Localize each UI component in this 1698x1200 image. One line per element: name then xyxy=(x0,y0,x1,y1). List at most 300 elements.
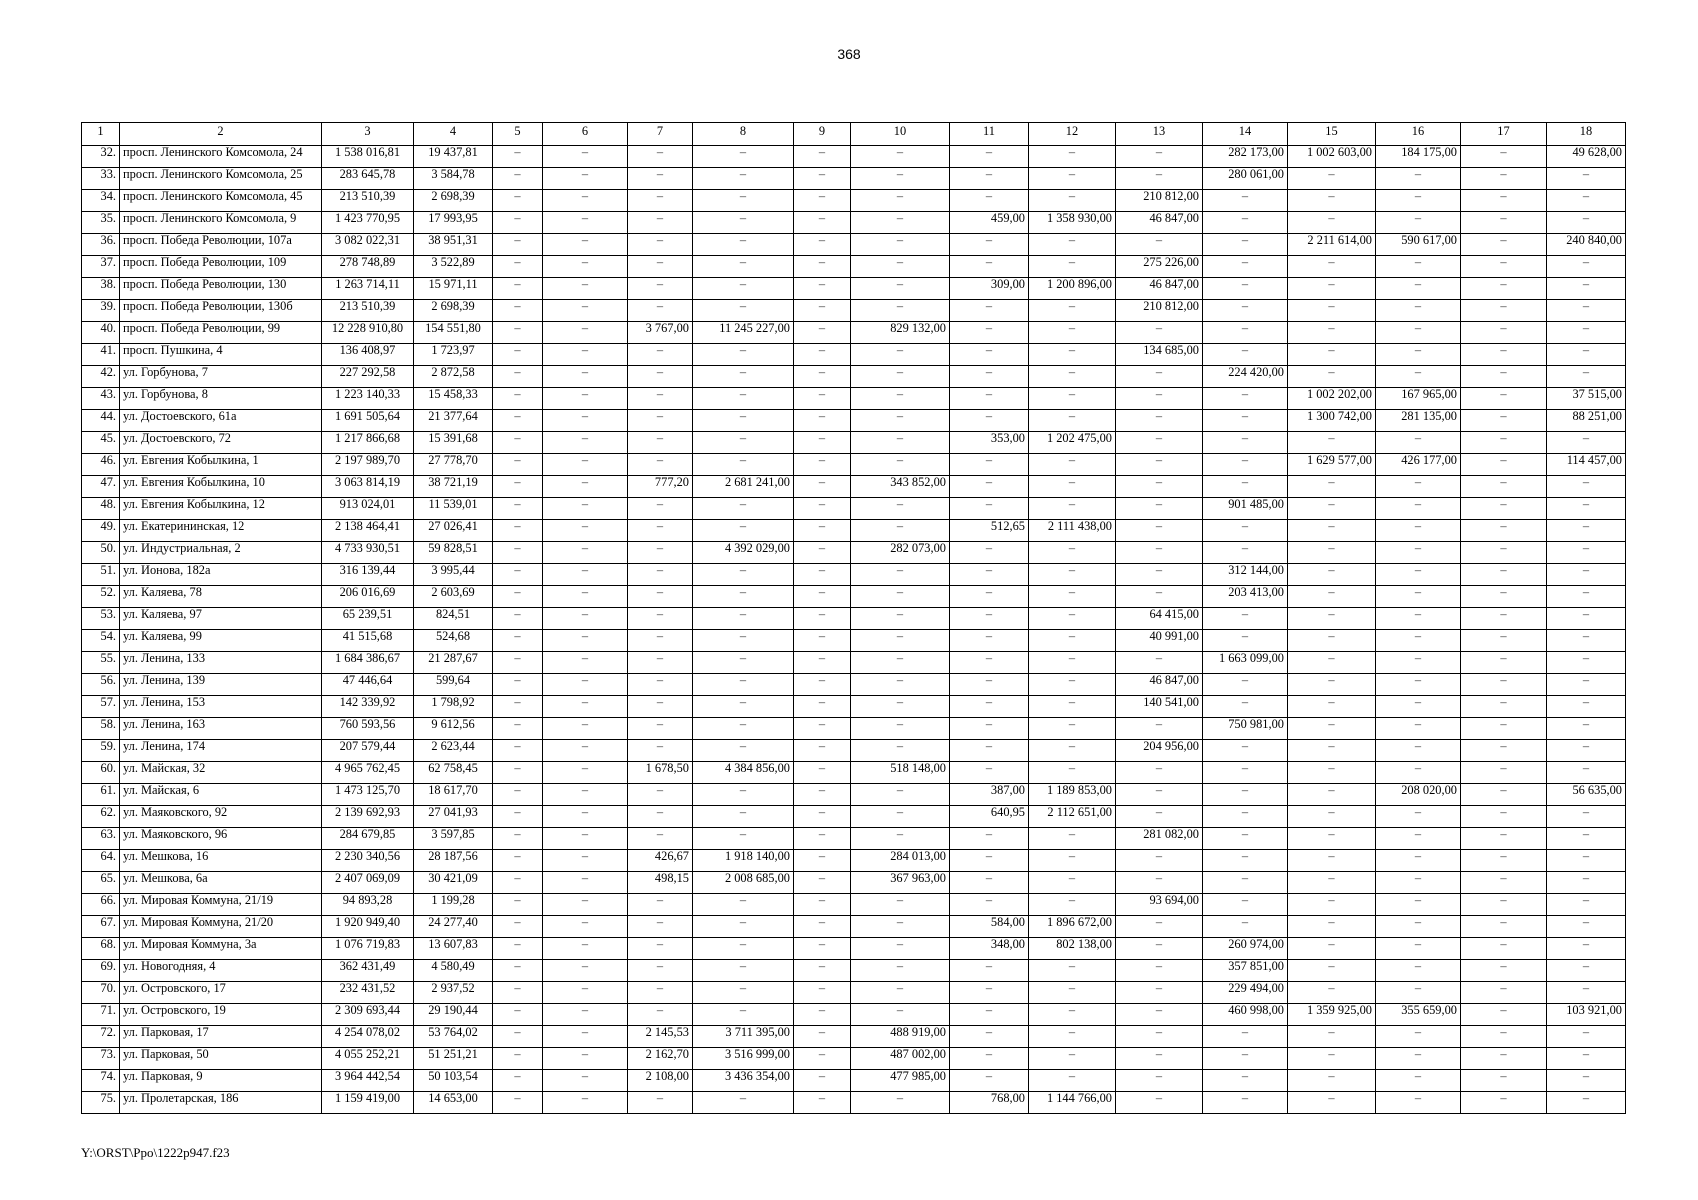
table-row xyxy=(82,564,1626,586)
empty-cell: – xyxy=(1547,762,1626,784)
empty-cell: – xyxy=(794,982,851,1004)
value-cell: 17 993,95 xyxy=(414,212,493,234)
empty-cell: – xyxy=(1116,234,1203,256)
empty-cell: – xyxy=(1203,674,1288,696)
value-cell: 11 539,01 xyxy=(414,498,493,520)
row-number-cell: 70. xyxy=(82,982,120,1004)
value-cell: 3 964 442,54 xyxy=(322,1070,414,1092)
empty-cell: – xyxy=(628,168,693,190)
empty-cell: – xyxy=(851,212,950,234)
empty-cell: – xyxy=(1376,1070,1461,1092)
empty-cell: – xyxy=(794,432,851,454)
value-cell: 1 423 770,95 xyxy=(322,212,414,234)
empty-cell: – xyxy=(693,410,794,432)
value-cell: 1 691 505,64 xyxy=(322,410,414,432)
value-cell: 3 082 022,31 xyxy=(322,234,414,256)
empty-cell: – xyxy=(1029,652,1116,674)
empty-cell: – xyxy=(1547,278,1626,300)
empty-cell: – xyxy=(1116,410,1203,432)
column-header: 15 xyxy=(1288,123,1376,146)
value-cell: 829 132,00 xyxy=(851,322,950,344)
empty-cell: – xyxy=(1029,586,1116,608)
empty-cell: – xyxy=(1203,300,1288,322)
value-cell: 224 420,00 xyxy=(1203,366,1288,388)
empty-cell: – xyxy=(950,850,1029,872)
empty-cell: – xyxy=(628,344,693,366)
empty-cell: – xyxy=(1461,828,1547,850)
empty-cell: – xyxy=(1547,586,1626,608)
empty-cell: – xyxy=(794,718,851,740)
empty-cell: – xyxy=(543,322,628,344)
address-cell: просп. Победа Революции, 107а xyxy=(120,234,322,256)
value-cell: 49 628,00 xyxy=(1547,146,1626,168)
empty-cell: – xyxy=(1116,366,1203,388)
column-header: 13 xyxy=(1116,123,1203,146)
value-cell: 38 951,31 xyxy=(414,234,493,256)
empty-cell: – xyxy=(1376,982,1461,1004)
empty-cell: – xyxy=(693,520,794,542)
empty-cell: – xyxy=(1547,916,1626,938)
value-cell: 275 226,00 xyxy=(1116,256,1203,278)
empty-cell: – xyxy=(1376,432,1461,454)
address-cell: ул. Каляева, 99 xyxy=(120,630,322,652)
row-number-cell: 38. xyxy=(82,278,120,300)
empty-cell: – xyxy=(950,674,1029,696)
empty-cell: – xyxy=(1376,476,1461,498)
value-cell: 227 292,58 xyxy=(322,366,414,388)
value-cell: 353,00 xyxy=(950,432,1029,454)
empty-cell: – xyxy=(543,498,628,520)
value-cell: 640,95 xyxy=(950,806,1029,828)
address-cell: ул. Парковая, 9 xyxy=(120,1070,322,1092)
empty-cell: – xyxy=(543,806,628,828)
empty-cell: – xyxy=(1376,806,1461,828)
address-cell: ул. Парковая, 50 xyxy=(120,1048,322,1070)
value-cell: 206 016,69 xyxy=(322,586,414,608)
empty-cell: – xyxy=(794,212,851,234)
value-cell: 134 685,00 xyxy=(1116,344,1203,366)
empty-cell: – xyxy=(1029,1004,1116,1026)
column-header: 6 xyxy=(543,123,628,146)
value-cell: 2 197 989,70 xyxy=(322,454,414,476)
empty-cell: – xyxy=(1029,454,1116,476)
row-number-cell: 40. xyxy=(82,322,120,344)
empty-cell: – xyxy=(1116,520,1203,542)
empty-cell: – xyxy=(1376,322,1461,344)
table-row xyxy=(82,542,1626,564)
empty-cell: – xyxy=(628,586,693,608)
address-cell: ул. Майская, 32 xyxy=(120,762,322,784)
address-cell: ул. Евгения Кобылкина, 12 xyxy=(120,498,322,520)
empty-cell: – xyxy=(693,960,794,982)
empty-cell: – xyxy=(693,388,794,410)
empty-cell: – xyxy=(794,652,851,674)
value-cell: 2 698,39 xyxy=(414,300,493,322)
empty-cell: – xyxy=(1547,1092,1626,1114)
empty-cell: – xyxy=(543,1092,628,1114)
value-cell: 4 392 029,00 xyxy=(693,542,794,564)
empty-cell: – xyxy=(1116,564,1203,586)
empty-cell: – xyxy=(794,1026,851,1048)
empty-cell: – xyxy=(1288,212,1376,234)
table-row xyxy=(82,894,1626,916)
value-cell: 282 173,00 xyxy=(1203,146,1288,168)
empty-cell: – xyxy=(493,586,543,608)
empty-cell: – xyxy=(1029,322,1116,344)
empty-cell: – xyxy=(1116,1070,1203,1092)
row-number-cell: 59. xyxy=(82,740,120,762)
address-cell: просп. Ленинского Комсомола, 25 xyxy=(120,168,322,190)
empty-cell: – xyxy=(1116,916,1203,938)
empty-cell: – xyxy=(1203,344,1288,366)
row-number-cell: 55. xyxy=(82,652,120,674)
empty-cell: – xyxy=(1116,872,1203,894)
empty-cell: – xyxy=(543,894,628,916)
address-cell: ул. Пролетарская, 186 xyxy=(120,1092,322,1114)
table-row xyxy=(82,454,1626,476)
empty-cell: – xyxy=(1116,850,1203,872)
empty-cell: – xyxy=(1288,674,1376,696)
address-cell: ул. Достоевского, 61а xyxy=(120,410,322,432)
value-cell: 229 494,00 xyxy=(1203,982,1288,1004)
empty-cell: – xyxy=(628,234,693,256)
empty-cell: – xyxy=(1029,146,1116,168)
empty-cell: – xyxy=(628,410,693,432)
value-cell: 1 223 140,33 xyxy=(322,388,414,410)
empty-cell: – xyxy=(1461,894,1547,916)
empty-cell: – xyxy=(693,344,794,366)
empty-cell: – xyxy=(1288,300,1376,322)
value-cell: 38 721,19 xyxy=(414,476,493,498)
empty-cell: – xyxy=(1029,828,1116,850)
empty-cell: – xyxy=(1116,454,1203,476)
empty-cell: – xyxy=(1461,872,1547,894)
empty-cell: – xyxy=(1288,784,1376,806)
column-header: 4 xyxy=(414,123,493,146)
address-cell: ул. Мешкова, 16 xyxy=(120,850,322,872)
address-cell: ул. Горбунова, 8 xyxy=(120,388,322,410)
empty-cell: – xyxy=(950,322,1029,344)
empty-cell: – xyxy=(493,168,543,190)
empty-cell: – xyxy=(628,740,693,762)
value-cell: 498,15 xyxy=(628,872,693,894)
empty-cell: – xyxy=(1288,608,1376,630)
empty-cell: – xyxy=(950,960,1029,982)
column-header: 5 xyxy=(493,123,543,146)
empty-cell: – xyxy=(1203,894,1288,916)
empty-cell: – xyxy=(851,432,950,454)
empty-cell: – xyxy=(628,960,693,982)
empty-cell: – xyxy=(1116,762,1203,784)
empty-cell: – xyxy=(851,916,950,938)
empty-cell: – xyxy=(1547,872,1626,894)
value-cell: 9 612,56 xyxy=(414,718,493,740)
empty-cell: – xyxy=(543,762,628,784)
empty-cell: – xyxy=(1203,872,1288,894)
empty-cell: – xyxy=(493,256,543,278)
empty-cell: – xyxy=(1203,1092,1288,1114)
value-cell: 1 920 949,40 xyxy=(322,916,414,938)
row-number-cell: 75. xyxy=(82,1092,120,1114)
value-cell: 21 377,64 xyxy=(414,410,493,432)
row-number-cell: 67. xyxy=(82,916,120,938)
value-cell: 2 008 685,00 xyxy=(693,872,794,894)
empty-cell: – xyxy=(693,784,794,806)
empty-cell: – xyxy=(1547,564,1626,586)
empty-cell: – xyxy=(628,806,693,828)
empty-cell: – xyxy=(628,366,693,388)
empty-cell: – xyxy=(693,168,794,190)
value-cell: 19 437,81 xyxy=(414,146,493,168)
empty-cell: – xyxy=(493,542,543,564)
empty-cell: – xyxy=(950,762,1029,784)
value-cell: 312 144,00 xyxy=(1203,564,1288,586)
empty-cell: – xyxy=(543,344,628,366)
table-row xyxy=(82,498,1626,520)
column-header: 2 xyxy=(120,123,322,146)
empty-cell: – xyxy=(950,696,1029,718)
empty-cell: – xyxy=(1029,850,1116,872)
empty-cell: – xyxy=(1376,1026,1461,1048)
empty-cell: – xyxy=(543,366,628,388)
empty-cell: – xyxy=(1461,300,1547,322)
empty-cell: – xyxy=(493,740,543,762)
value-cell: 2 108,00 xyxy=(628,1070,693,1092)
empty-cell: – xyxy=(628,300,693,322)
empty-cell: – xyxy=(1461,608,1547,630)
value-cell: 30 421,09 xyxy=(414,872,493,894)
empty-cell: – xyxy=(1288,476,1376,498)
empty-cell: – xyxy=(693,256,794,278)
empty-cell: – xyxy=(1288,872,1376,894)
empty-cell: – xyxy=(1288,718,1376,740)
empty-cell: – xyxy=(1288,366,1376,388)
empty-cell: – xyxy=(1461,718,1547,740)
empty-cell: – xyxy=(851,234,950,256)
address-cell: ул. Каляева, 78 xyxy=(120,586,322,608)
empty-cell: – xyxy=(543,476,628,498)
empty-cell: – xyxy=(1203,1070,1288,1092)
empty-cell: – xyxy=(950,190,1029,212)
empty-cell: – xyxy=(1029,1048,1116,1070)
empty-cell: – xyxy=(1461,564,1547,586)
table-row xyxy=(82,1026,1626,1048)
empty-cell: – xyxy=(794,278,851,300)
empty-cell: – xyxy=(693,674,794,696)
table-header-row xyxy=(82,123,1626,146)
value-cell: 27 041,93 xyxy=(414,806,493,828)
empty-cell: – xyxy=(950,872,1029,894)
empty-cell: – xyxy=(851,168,950,190)
table-row xyxy=(82,586,1626,608)
empty-cell: – xyxy=(950,256,1029,278)
empty-cell: – xyxy=(1116,1004,1203,1026)
value-cell: 367 963,00 xyxy=(851,872,950,894)
empty-cell: – xyxy=(493,476,543,498)
empty-cell: – xyxy=(950,388,1029,410)
empty-cell: – xyxy=(1547,476,1626,498)
empty-cell: – xyxy=(794,476,851,498)
column-header: 16 xyxy=(1376,123,1461,146)
empty-cell: – xyxy=(543,146,628,168)
address-cell: ул. Индустриальная, 2 xyxy=(120,542,322,564)
empty-cell: – xyxy=(543,784,628,806)
value-cell: 213 510,39 xyxy=(322,190,414,212)
empty-cell: – xyxy=(1461,190,1547,212)
empty-cell: – xyxy=(1029,410,1116,432)
empty-cell: – xyxy=(693,630,794,652)
empty-cell: – xyxy=(1288,850,1376,872)
table-row xyxy=(82,168,1626,190)
table-row xyxy=(82,1092,1626,1114)
empty-cell: – xyxy=(1547,982,1626,1004)
empty-cell: – xyxy=(543,278,628,300)
value-cell: 3 516 999,00 xyxy=(693,1048,794,1070)
empty-cell: – xyxy=(1203,916,1288,938)
empty-cell: – xyxy=(851,388,950,410)
row-number-cell: 56. xyxy=(82,674,120,696)
empty-cell: – xyxy=(1288,894,1376,916)
table-row xyxy=(82,1070,1626,1092)
empty-cell: – xyxy=(1547,168,1626,190)
value-cell: 40 991,00 xyxy=(1116,630,1203,652)
empty-cell: – xyxy=(851,740,950,762)
value-cell: 64 415,00 xyxy=(1116,608,1203,630)
empty-cell: – xyxy=(1461,916,1547,938)
table-row xyxy=(82,366,1626,388)
value-cell: 280 061,00 xyxy=(1203,168,1288,190)
value-cell: 3 711 395,00 xyxy=(693,1026,794,1048)
empty-cell: – xyxy=(693,938,794,960)
empty-cell: – xyxy=(1461,432,1547,454)
empty-cell: – xyxy=(543,1048,628,1070)
empty-cell: – xyxy=(1029,740,1116,762)
empty-cell: – xyxy=(1029,498,1116,520)
empty-cell: – xyxy=(1029,630,1116,652)
empty-cell: – xyxy=(1461,762,1547,784)
empty-cell: – xyxy=(693,718,794,740)
empty-cell: – xyxy=(1547,850,1626,872)
empty-cell: – xyxy=(543,586,628,608)
empty-cell: – xyxy=(1203,1026,1288,1048)
empty-cell: – xyxy=(794,410,851,432)
row-number-cell: 52. xyxy=(82,586,120,608)
empty-cell: – xyxy=(493,322,543,344)
address-cell: ул. Евгения Кобылкина, 1 xyxy=(120,454,322,476)
empty-cell: – xyxy=(1461,982,1547,1004)
empty-cell: – xyxy=(851,718,950,740)
empty-cell: – xyxy=(794,322,851,344)
empty-cell: – xyxy=(1116,498,1203,520)
empty-cell: – xyxy=(1547,740,1626,762)
empty-cell: – xyxy=(851,608,950,630)
empty-cell: – xyxy=(1376,938,1461,960)
empty-cell: – xyxy=(543,916,628,938)
value-cell: 357 851,00 xyxy=(1203,960,1288,982)
empty-cell: – xyxy=(1288,1048,1376,1070)
empty-cell: – xyxy=(493,1004,543,1026)
value-cell: 362 431,49 xyxy=(322,960,414,982)
empty-cell: – xyxy=(1288,168,1376,190)
value-cell: 1 629 577,00 xyxy=(1288,454,1376,476)
empty-cell: – xyxy=(794,608,851,630)
empty-cell: – xyxy=(1547,542,1626,564)
empty-cell: – xyxy=(1547,300,1626,322)
value-cell: 343 852,00 xyxy=(851,476,950,498)
value-cell: 768,00 xyxy=(950,1092,1029,1114)
empty-cell: – xyxy=(1376,674,1461,696)
empty-cell: – xyxy=(950,608,1029,630)
empty-cell: – xyxy=(543,608,628,630)
empty-cell: – xyxy=(628,828,693,850)
column-header: 18 xyxy=(1547,123,1626,146)
address-cell: просп. Победа Революции, 109 xyxy=(120,256,322,278)
empty-cell: – xyxy=(1116,146,1203,168)
empty-cell: – xyxy=(1461,696,1547,718)
value-cell: 15 458,33 xyxy=(414,388,493,410)
empty-cell: – xyxy=(1461,322,1547,344)
value-cell: 21 287,67 xyxy=(414,652,493,674)
empty-cell: – xyxy=(493,1048,543,1070)
empty-cell: – xyxy=(950,828,1029,850)
empty-cell: – xyxy=(1376,894,1461,916)
empty-cell: – xyxy=(794,256,851,278)
value-cell: 28 187,56 xyxy=(414,850,493,872)
empty-cell: – xyxy=(543,938,628,960)
empty-cell: – xyxy=(1376,718,1461,740)
table-row xyxy=(82,740,1626,762)
value-cell: 1 723,97 xyxy=(414,344,493,366)
empty-cell: – xyxy=(543,718,628,740)
value-cell: 1 144 766,00 xyxy=(1029,1092,1116,1114)
empty-cell: – xyxy=(1288,916,1376,938)
empty-cell: – xyxy=(950,1048,1029,1070)
address-cell: ул. Ионова, 182а xyxy=(120,564,322,586)
empty-cell: – xyxy=(1029,674,1116,696)
empty-cell: – xyxy=(493,300,543,322)
empty-cell: – xyxy=(1547,212,1626,234)
empty-cell: – xyxy=(851,146,950,168)
empty-cell: – xyxy=(1461,410,1547,432)
value-cell: 283 645,78 xyxy=(322,168,414,190)
empty-cell: – xyxy=(1376,564,1461,586)
value-cell: 2 139 692,93 xyxy=(322,806,414,828)
empty-cell: – xyxy=(851,894,950,916)
address-cell: ул. Ленина, 174 xyxy=(120,740,322,762)
value-cell: 4 384 856,00 xyxy=(693,762,794,784)
table-row xyxy=(82,190,1626,212)
value-cell: 59 828,51 xyxy=(414,542,493,564)
empty-cell: – xyxy=(1547,344,1626,366)
empty-cell: – xyxy=(1288,322,1376,344)
empty-cell: – xyxy=(1547,322,1626,344)
empty-cell: – xyxy=(1288,630,1376,652)
value-cell: 4 733 930,51 xyxy=(322,542,414,564)
empty-cell: – xyxy=(851,300,950,322)
value-cell: 18 617,70 xyxy=(414,784,493,806)
empty-cell: – xyxy=(794,234,851,256)
empty-cell: – xyxy=(1547,960,1626,982)
row-number-cell: 34. xyxy=(82,190,120,212)
empty-cell: – xyxy=(1029,894,1116,916)
row-number-cell: 46. xyxy=(82,454,120,476)
column-header: 3 xyxy=(322,123,414,146)
empty-cell: – xyxy=(543,300,628,322)
empty-cell: – xyxy=(1288,1070,1376,1092)
empty-cell: – xyxy=(628,608,693,630)
empty-cell: – xyxy=(1029,476,1116,498)
empty-cell: – xyxy=(1116,784,1203,806)
